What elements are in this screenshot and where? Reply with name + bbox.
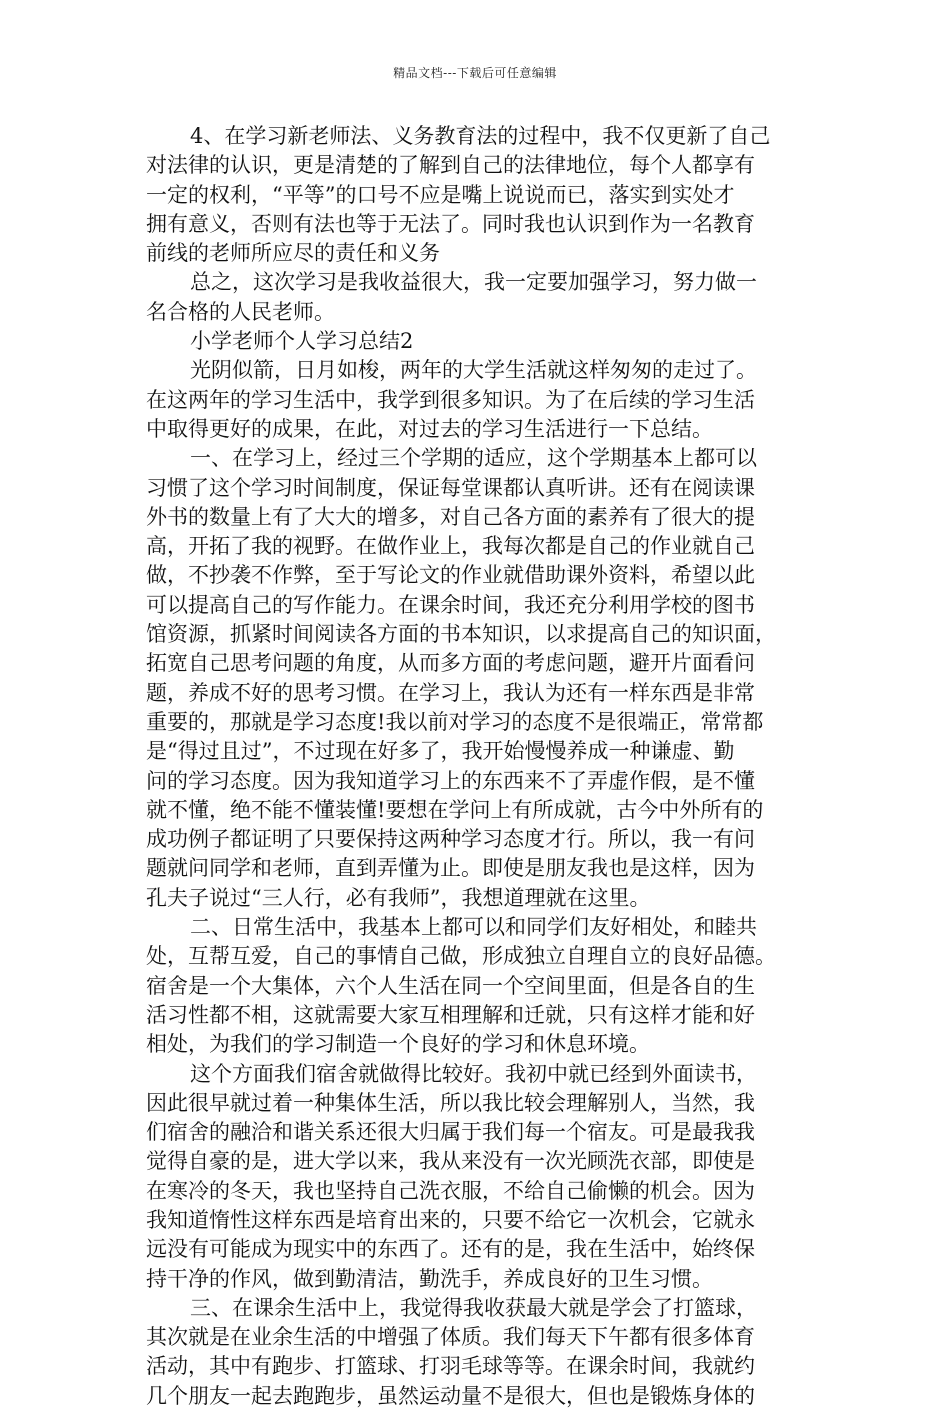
text-line: 孔夫子说过“三人行，必有我师”，我想道理就在这里。: [146, 885, 651, 910]
text-line: 题，养成不好的思考习惯。在学习上，我认为还有一样东西是非常: [146, 680, 755, 705]
text-line: 做，不抄袭不作弊，至于写论文的作业就借助课外资料，希望以此: [146, 563, 755, 588]
text-line: 活习性都不相，这就需要大家互相理解和迁就，只有这样才能和好: [146, 1002, 755, 1027]
text-line: 拓宽自己思考问题的角度，从而多方面的考虑问题，避开片面看问: [146, 651, 755, 676]
text-line: 可以提高自己的写作能力。在课余时间，我还充分利用学校的图书: [146, 592, 755, 617]
text-line: 在这两年的学习生活中，我学到很多知识。为了在后续的学习生活: [146, 387, 755, 412]
text-line: 总之，这次学习是我收益很大，我一定要加强学习，努力做一: [190, 270, 757, 295]
document-body: [146, 122, 810, 1411]
text-line: 中取得更好的成果，在此，对过去的学习生活进行一下总结。: [146, 416, 713, 441]
page-header: 精品文档---下载后可任意编辑: [393, 66, 557, 80]
text-line: 几个朋友一起去跑跑步，虽然运动量不是很大，但也是锻炼身体的: [146, 1383, 755, 1408]
text-line: 处，互帮互爱，自己的事情自己做，形成独立自理自立的良好品德。: [146, 944, 776, 969]
text-line: 我知道惰性这样东西是培育出来的，只要不给它一次机会，它就永: [146, 1207, 755, 1232]
text-line: 4、在学习新老师法、义务教育法的过程中，我不仅更新了自己: [190, 124, 771, 148]
text-line: 高，开拓了我的视野。在做作业上，我每次都是自己的作业就自己: [146, 534, 755, 559]
text-line: 其次就是在业余生活的中增强了体质。我们每天下午都有很多体育: [146, 1325, 755, 1350]
text-line: 成功例子都证明了只要保持这两种学习态度才行。所以，我一有问: [146, 827, 755, 852]
text-line: 因此很早就过着一种集体生活，所以我比较会理解别人，当然，我: [146, 1090, 755, 1115]
text-line: 光阴似箭，日月如梭，两年的大学生活就这样匆匆的走过了。: [190, 358, 757, 383]
text-line: 一、在学习上，经过三个学期的适应，这个学期基本上都可以: [190, 446, 757, 471]
text-line: 习惯了这个学习时间制度，保证每堂课都认真听讲。还有在阅读课: [146, 475, 755, 500]
text-line: 们宿舍的融洽和谐关系还很大归属于我们每一个宿友。可是最我我: [146, 1120, 755, 1145]
text-line: 三、在课余生活中上，我觉得我收获最大就是学会了打篮球，: [190, 1295, 757, 1320]
text-line: 远没有可能成为现实中的东西了。还有的是，我在生活中，始终保: [146, 1237, 755, 1262]
text-line: 相处，为我们的学习制造一个良好的学习和休息环境。: [146, 1032, 650, 1057]
text-line: 是“得过且过”，不过现在好多了，我开始慢慢养成一种谦虚、勤: [146, 739, 735, 764]
text-line: 活动，其中有跑步、打篮球、打羽毛球等等。在课余时间，我就约: [146, 1354, 755, 1379]
text-line: 就不懂，绝不能不懂装懂!要想在学问上有所成就，古今中外所有的: [146, 797, 764, 822]
text-line: 一定的权利，“平等”的口号不应是嘴上说说而已，落实到实处才: [146, 182, 735, 207]
text-line: 馆资源，抓紧时间阅读各方面的书本知识，以求提高自己的知识面，: [146, 622, 776, 647]
text-line: 拥有意义，否则有法也等于无法了。同时我也认识到作为一名教育: [146, 211, 755, 236]
text-line: 持干净的作风，做到勤清洁，勤洗手，养成良好的卫生习惯。: [146, 1266, 713, 1291]
text-line: 二、日常生活中，我基本上都可以和同学们友好相处，和睦共: [190, 915, 757, 940]
text-line: 宿舍是一个大集体，六个人生活在同一个空间里面，但是各自的生: [146, 973, 755, 998]
text-line: 外书的数量上有了大大的增多，对自己各方面的素养有了很大的提: [146, 504, 755, 529]
text-line: 在寒冷的冬天，我也坚持自己洗衣服，不给自己偷懒的机会。因为: [146, 1178, 755, 1203]
text-line: 题就问同学和老师，直到弄懂为止。即使是朋友我也是这样，因为: [146, 856, 755, 881]
text-line: 这个方面我们宿舍就做得比较好。我初中就已经到外面读书，: [190, 1061, 757, 1086]
text-line: 小学老师个人学习总结2: [190, 329, 414, 354]
text-line: 重要的，那就是学习态度!我以前对学习的态度不是很端正，常常都: [146, 709, 764, 734]
text-line: 名合格的人民老师。: [146, 299, 335, 324]
text-line: 对法律的认识，更是清楚的了解到自己的法律地位，每个人都享有: [146, 153, 755, 178]
text-line: 觉得自豪的是，进大学以来，我从来没有一次光顾洗衣部，即使是: [146, 1149, 755, 1174]
text-line: 问的学习态度。因为我知道学习上的东西来不了弄虚作假，是不懂: [146, 768, 755, 793]
text-line: 前线的老师所应尽的责任和义务: [146, 241, 440, 266]
